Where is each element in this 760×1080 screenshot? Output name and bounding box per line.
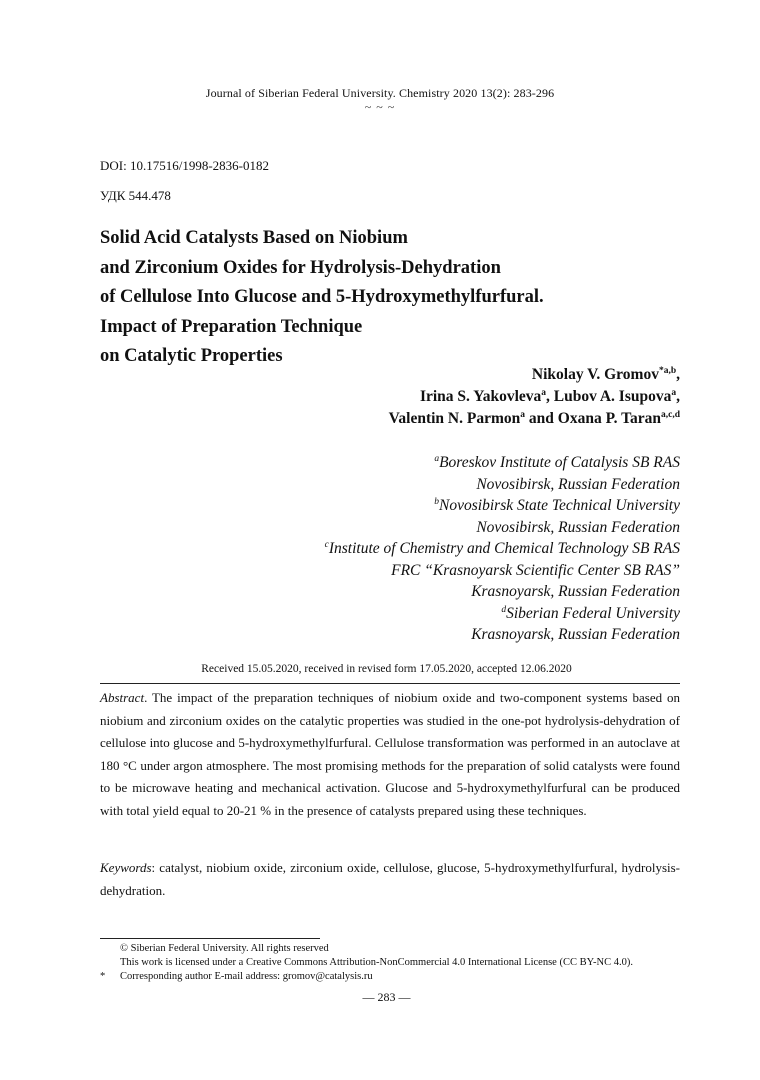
keywords-text: : catalyst, niobium oxide, zirconium oxide, cellulose, glucose, 5-hydroxymethylfurfural, hydrolysis-dehydration.	[100, 860, 680, 898]
doi: DOI: 10.17516/1998-2836-0182	[100, 158, 269, 173]
affiliation-text: FRC “Krasnoyarsk Scientific Center SB RAS”	[391, 561, 680, 579]
abstract	[100, 687, 680, 822]
footnote-rule	[100, 938, 320, 939]
affiliation-line	[80, 452, 680, 474]
keywords-label: Keywords	[100, 860, 152, 875]
footnotes	[100, 942, 700, 984]
affiliation-mark: b	[434, 496, 440, 507]
title-line: Impact of Preparation Technique	[100, 316, 363, 337]
corresponding-author-text: Corresponding author E-mail address: gromov@catalysis.ru	[120, 971, 373, 982]
copyright-note: © Siberian Federal University. All rights reserved	[120, 943, 329, 954]
affiliation-text: Boreskov Institute of Catalysis SB RAS	[439, 454, 680, 471]
author-name: Lubov A. Isupova	[553, 388, 672, 405]
corresponding-author-note	[100, 970, 700, 984]
author-name: Valentin N. Parmon	[388, 410, 521, 427]
author-line	[80, 364, 680, 386]
title-line: of Cellulose Into Glucose and 5-Hydroxymethylfurfural.	[100, 287, 544, 307]
affiliation-line	[80, 517, 680, 539]
affiliation-text: Siberian Federal University	[506, 604, 680, 622]
author-separator: ,	[676, 366, 680, 383]
author-separator: ,	[546, 388, 554, 405]
author-affiliation-mark: *a,b	[658, 365, 677, 376]
author-separator: ,	[676, 388, 680, 405]
author-affiliation-mark: a	[541, 387, 547, 398]
author-name: Irina S. Yakovleva	[419, 388, 542, 405]
received-dates: Received 15.05.2020, received in revised form 17.05.2020, accepted 12.06.2020	[201, 663, 572, 675]
affiliation-text: Novosibirsk State Technical University	[439, 497, 680, 514]
author-line	[80, 386, 680, 408]
affiliation-text: Krasnoyarsk, Russian Federation	[471, 583, 680, 600]
affiliation-mark: a	[434, 453, 440, 464]
affiliation-mark: d	[501, 604, 507, 615]
article-title	[100, 224, 680, 372]
affiliation-list	[80, 452, 680, 646]
affiliation-text: Krasnoyarsk, Russian Federation	[471, 626, 680, 643]
affiliation-line	[80, 474, 680, 496]
title-line: and Zirconium Oxides for Hydrolysis-Dehydration	[100, 257, 501, 278]
abstract-label: Abstract	[100, 690, 145, 705]
author-affiliation-mark: a,c,d	[661, 409, 680, 420]
header-ornament: ~ ~ ~	[364, 100, 396, 114]
footnote-asterisk: *	[100, 971, 106, 982]
keywords	[100, 857, 680, 902]
author-line	[80, 408, 680, 430]
page-number: — 283 —	[362, 990, 411, 1004]
title-line: Solid Acid Catalysts Based on Niobium	[100, 228, 408, 248]
license-note: This work is licensed under a Creative Commons Attribution-NonCommercial 4.0 International License (CC BY-NC 4.0).	[120, 957, 633, 968]
journal-header: Journal of Siberian Federal University. Chemistry 2020 13(2): 283-296	[205, 86, 555, 100]
affiliation-text: Institute of Chemistry and Chemical Technology SB RAS	[328, 540, 680, 557]
author-separator: and	[525, 410, 558, 427]
author-list	[80, 364, 680, 430]
abstract-text: . The impact of the preparation techniques of niobium oxide and two-component systems based on niobium and zirconium oxides on the catalytic properties was studied in the one-pot hydrolysis-dehydration of cellulose into glucose and 5-hydroxymethylfurfural. Cellulose transformation was performed in an autoclave at 180 °C under argon atmosphere. The most promising methods for the preparation of solid catalysts were found to be microwave heating and mechanical activation. Glucose and 5-hydroxymethylfurfural can be produced with total yield equal to 20-21 % in the presence of catalysts prepared using these techniques.	[100, 690, 680, 818]
udk-code: УДК 544.478	[100, 188, 171, 203]
author-name: Oxana P. Taran	[557, 410, 661, 427]
affiliation-line	[80, 624, 680, 646]
affiliation-line	[80, 560, 680, 582]
affiliation-line	[80, 538, 680, 560]
divider-rule	[100, 683, 680, 684]
affiliation-text: Novosibirsk, Russian Federation	[476, 475, 680, 493]
title-line: on Catalytic Properties	[100, 346, 283, 366]
author-affiliation-mark: a	[671, 387, 677, 398]
author-affiliation-mark: a	[520, 409, 526, 420]
affiliation-line	[80, 603, 680, 625]
author-name: Nikolay V. Gromov	[531, 366, 659, 383]
affiliation-line	[80, 495, 680, 517]
affiliation-mark: c	[324, 539, 329, 550]
affiliation-text: Novosibirsk, Russian Federation	[476, 518, 680, 536]
affiliation-line	[80, 581, 680, 603]
